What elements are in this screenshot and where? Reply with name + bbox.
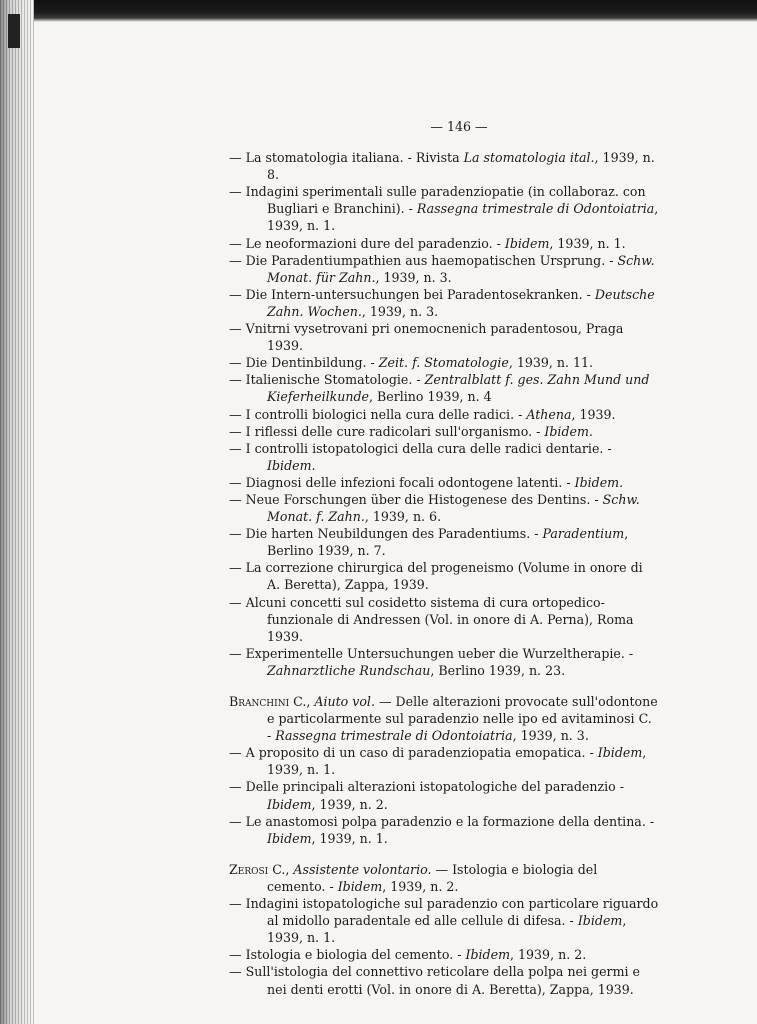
author-name: Zerosi C. [229, 861, 286, 877]
bib-entry: — Vnitrni vysetrovani pri onemocnenich paradentosou, Praga 1939. [229, 321, 624, 354]
section-gap [229, 847, 659, 861]
bib-entry: — Le neoformazioni dure del paradenzio. - Ibidem, 1939, n. 1. [229, 235, 626, 251]
bib-entry: — Die harten Neubildungen des Paradentiums. - Paradentium, Berlino 1939, n. 7. [229, 526, 629, 559]
bibliography-list-continued [229, 149, 659, 679]
bib-entry: — Alcuni concetti sul cosidetto sistema di cura ortopedico-funzionale di Andressen (Vol. in onore di A. Perna), Roma 1939. [229, 594, 634, 644]
bib-entry: — Experimentelle Untersuchungen ueber die Wurzeltherapie. - Zahnarztliche Rundschau, Berlino 1939, n. 23. [229, 645, 634, 678]
bib-entry: — A proposito di un caso di paradenziopatia emopatica. - Ibidem, 1939, n. 1. [229, 745, 647, 778]
scan-top-edge [0, 0, 757, 22]
bib-entry: — I controlli biologici nella cura delle radici. - Athena, 1939. [229, 406, 616, 422]
bib-entry: — Die Dentinbildung. - Zeit. f. Stomatologie, 1939, n. 11. [229, 355, 594, 371]
bib-entry: — Sull'istologia del connettivo reticolare della polpa nei germi e nei denti erotti (Vol. in onore di A. Beretta), Zappa, 1939. [229, 964, 640, 997]
scan-binding-edge [0, 0, 34, 1024]
bib-entry: — La correzione chirurgica del progeneismo (Volume in onore di A. Beretta), Zappa, 1939. [229, 560, 643, 593]
author-section-zerosi [229, 861, 659, 998]
bib-entry: — Neue Forschungen über die Histogenese des Dentins. - Schw. Monat. f. Zahn., 1939, n. 6. [229, 491, 640, 525]
bib-entry: — Istologia e biologia del cemento. - Ibidem, 1939, n. 2. [229, 947, 587, 963]
bib-entry: — Italienische Stomatologie. - Zentralblatt f. ges. Zahn Mund und Kieferheilkunde, Berlino 1939, n. 4 [229, 372, 650, 405]
author-heading-entry: Zerosi C., Assistente volontario. — Istologia e biologia del cemento. - Ibidem, 1939, n. 2. [229, 861, 598, 894]
author-role: Aiuto vol. [314, 694, 375, 709]
bib-entry: — Diagnosi delle infezioni focali odontogene latenti. - Ibidem. [229, 474, 624, 490]
author-heading-entry: Branchini C., Aiuto vol. — Delle alterazioni provocate sull'odontone e particolarmente sul paradenzio nelle ipo ed avitaminosi C. - Rassegna trimestrale di Odontoiatria, 1939, n. 3. [229, 694, 658, 744]
bib-entry: — Le anastomosi polpa paradenzio e la formazione della dentina. - Ibidem, 1939, n. 1. [229, 813, 655, 846]
bib-entry: — I riflessi delle cure radicolari sull'organismo. - Ibidem. [229, 423, 593, 439]
section-gap [229, 679, 659, 693]
bib-entry: — I controlli istopatologici della cura delle radici dentarie. - Ibidem. [229, 440, 612, 473]
bib-entry: — Indagini istopatologiche sul paradenzio con particolare riguardo al midollo paradentale ed alle cellule di difesa. - Ibidem, 1939, n. 1. [229, 896, 659, 946]
author-name: Branchini C. [229, 694, 307, 709]
bib-entry: — Indagini sperimentali sulle paradenziopatie (in collaboraz. con Bugliari e Branchini). - Rassegna trimestrale di Odontoiatria, 1939, n. 1. [229, 184, 659, 234]
bib-entry: — Delle principali alterazioni istopatologiche del paradenzio - Ibidem, 1939, n. 2. [229, 779, 624, 812]
binding-mark [8, 14, 20, 48]
page-number: — 146 — [430, 119, 488, 134]
bib-entry: — Die Paradentiumpathien aus haemopatischen Ursprung. - Schw. Monat. für Zahn., 1939, n. 3. [229, 252, 655, 285]
author-section-branchini [229, 693, 659, 847]
bib-entry: — Die Intern-untersuchungen bei Paradentosekranken. - Deutsche Zahn. Wochen., 1939, n. 3. [229, 286, 655, 319]
author-role: Assistente volontario. [293, 861, 432, 877]
document-page [229, 118, 659, 998]
bib-entry: — La stomatologia italiana. - Rivista La stomatologia ital., 1939, n. 8. [229, 150, 655, 183]
